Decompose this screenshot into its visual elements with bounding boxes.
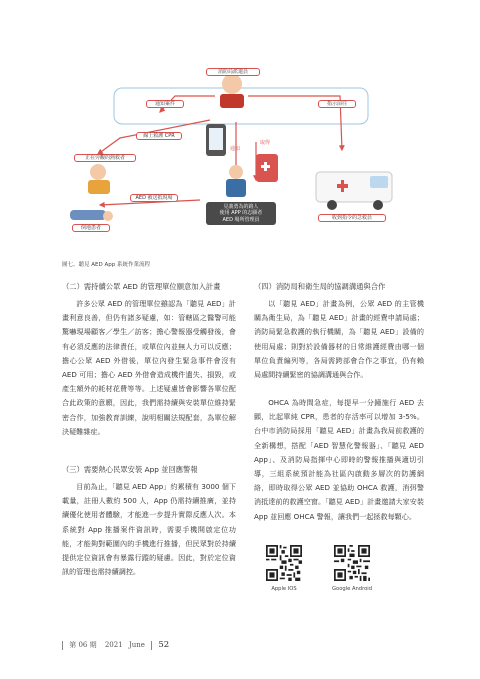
heading-3: （三）需要熱心民眾安裝 App 並回應警報 — [62, 465, 198, 474]
heading-2: （二）需持續公眾 AED 的管理單位願意加入計畫 — [62, 282, 221, 291]
para-2-text: 許多公眾 AED 的管理單位雖認為「聽見 AED」計畫利意良善，但仍有諸多疑慮，如：管轄區之醫警可能驚嚇現場顧客／學生／訪客；擔心警報器受觸發後，會有必須反應的法律責任，或單位內並無人力可以反應；擔心公眾 AED 外借後，單位內發生緊急事件會沒有 AED 可用；擔心 AED 外借會造成機件遺失、損毀，或產生額外的耗材花費等等。上述疑慮皆會影響各單位配合此政策的意願，因此，我們需持續與安裝單位維持緊密合作，加強教育訓練，說明相關法規配套，為單位解決疑難雜症。 — [62, 299, 236, 436]
figure-caption: 圖七、聽見 AED App 系統作業流程 — [62, 262, 150, 268]
notify-label: 通知 — [229, 146, 240, 152]
patient-head — [103, 211, 113, 221]
patient-figure — [70, 210, 106, 220]
footer-divider — [62, 641, 63, 650]
footer-month: June — [128, 641, 145, 649]
dispatch-label: 指示前往 — [318, 100, 356, 108]
patient-label: 倒地患者 — [72, 224, 110, 232]
volunteer-label: 見義勇為的路人 使用 APP 的志願者 AED 場所管理員 — [206, 202, 276, 225]
right-para-5 — [254, 396, 424, 524]
qr-android-label: Google Android — [332, 586, 372, 592]
qr-ios-label: Apple IOS — [271, 586, 297, 592]
qr-ios-icon[interactable] — [266, 545, 302, 581]
take-label: 取得 — [259, 140, 270, 146]
volunteer-avatar — [229, 165, 243, 179]
witness-label: 正在旁觀的熱救者 — [74, 154, 136, 162]
witness-body — [88, 180, 110, 194]
left-para-2 — [62, 297, 236, 439]
para-5-text: OHCA 為時間急症，每提早一分鐘施行 AED 去顫，比起單純 CPR，患者的存活率可以增加 3-5%。台中市消防局採用「聽見 AED」計畫為我局前救護的全新構想，搭配「AED 智慧化警報器」、「聽見 AED App」、及消防局指揮中心即時的警報推播與適切引導，三組系統預計能為社區內啟動多層次的防護網絡，即時取得公眾 AED 並協助 OHCA 救護，消弭警消抵達前的救護空窗。「聽見 AED」計畫邀請大家安裝 App 並回應 OHCA 警報，讓我們一起拯救每顆心。 — [254, 398, 424, 521]
left-para-3 — [62, 480, 236, 579]
page-number: 52 — [158, 640, 170, 650]
para-4-text: 以「聽見 AED」計畫為例，公眾 AED 的主管機關為衛生局，為「聽見 AED」計畫的經費申請局處；消防局緊急救護的執行機關，為「聽見 AED」設備的使用局處；則對於設備器材的日常維護經費由哪一個單位負責編列等，各局需跨部會合作之事宜，仍有賴局處間持續緊密的協調溝通與合作。 — [254, 299, 424, 380]
dispatcher-body — [220, 94, 244, 108]
aed-send-label: AED 被送抵現場 — [130, 194, 178, 202]
footer-issue: 第 06 期 — [69, 641, 97, 649]
para-3-text: 目前為止，「聽見 AED App」約累積有 3000 個下載量，註冊人數約 500 人，App 仍需持續推廣，並持續優化使用者體驗，才能進一步提升實際反應人次。本系統對 App 推播案件資訊時，需要手機開啟定位功能，才能夠對範圍內的手機進行推播，但民眾對於持續提供定位資訊會有暴露行蹤的疑慮。因此，對於定位資訊的管理也需持續調控。 — [62, 482, 236, 577]
dispatcher-label: 消防局派遣員 — [206, 68, 260, 76]
dispatcher-avatar — [222, 74, 242, 94]
right-para-4 — [254, 297, 424, 382]
figure — [60, 60, 420, 256]
notify-case-label: 通知案件 — [146, 100, 184, 108]
ems-label: 收到指令的急救員 — [318, 214, 386, 222]
footer-year: 2021 — [104, 641, 123, 649]
footer — [62, 640, 169, 652]
heading-4: （四）消防局和衛生局的協調溝通與合作 — [254, 282, 386, 291]
qr-android-icon[interactable] — [334, 545, 370, 581]
witness-avatar — [90, 164, 106, 180]
volunteer-body — [226, 179, 246, 197]
footer-divider-2 — [151, 641, 152, 650]
guide-cpr-label: 線上救護 CPR — [136, 132, 182, 140]
